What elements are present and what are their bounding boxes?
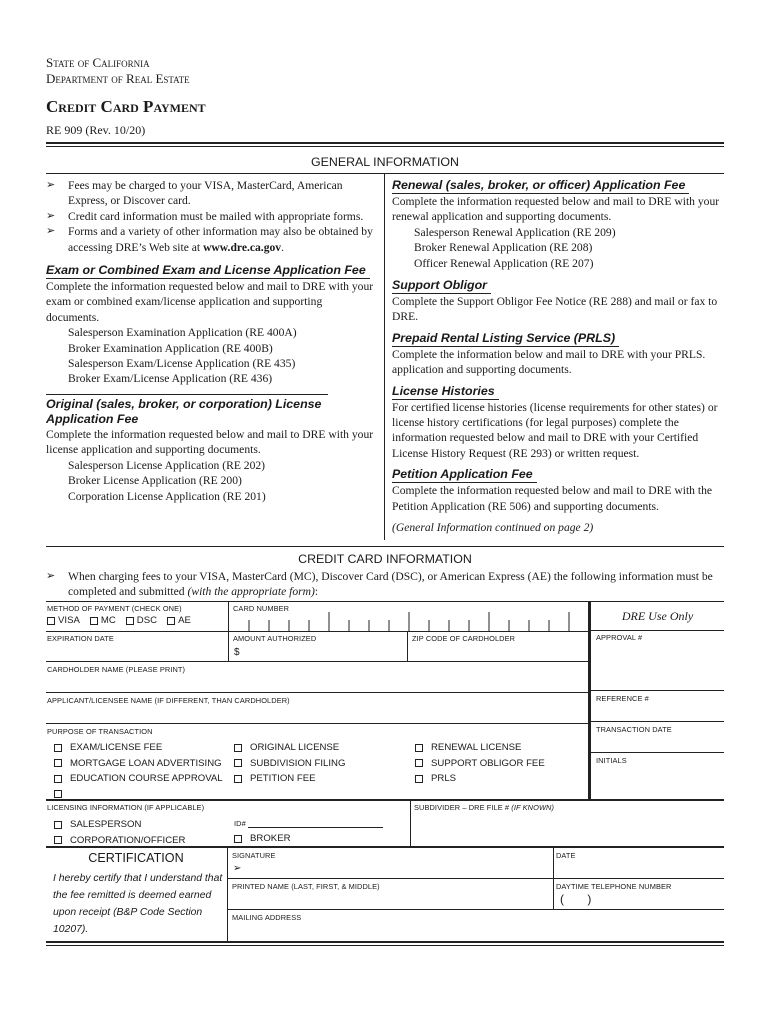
- subdivider-label-italic: (IF KNOWN): [511, 803, 555, 812]
- exam-item: Salesperson Exam/License Application (RE 435): [68, 357, 296, 371]
- header-rule-thick: [46, 142, 724, 144]
- continued-note: (General Information continued on page 2): [392, 521, 594, 535]
- purpose-subdivision[interactable]: [234, 756, 345, 772]
- id-label: ID#: [234, 819, 246, 828]
- checkbox-education[interactable]: [54, 775, 62, 783]
- reference-label: REFERENCE #: [596, 694, 649, 703]
- grid-row-8: [228, 878, 724, 879]
- renewal-item: Officer Renewal Application (RE 207): [414, 256, 594, 270]
- mailing-address-label: MAILING ADDRESS: [232, 913, 302, 922]
- purpose-original-license-label: ORIGINAL LICENSE: [250, 742, 340, 754]
- amount-symbol: $: [234, 647, 240, 658]
- purpose-petition-label: PETITION FEE: [250, 773, 316, 785]
- checkbox-mc[interactable]: [90, 617, 98, 625]
- purpose-label: PURPOSE OF TRANSACTION: [47, 727, 153, 736]
- grid-col-divider-3: [410, 801, 411, 846]
- original-fee-text: Complete the information requested below and mail to DRE with your license application and supporting documents.: [46, 427, 374, 457]
- purpose-col-3: [415, 740, 545, 787]
- checkbox-renewal[interactable]: [415, 744, 423, 752]
- licensing-broker[interactable]: [234, 833, 291, 844]
- renewal-fee-text: Complete the information requested below and mail to DRE with your renewal application and supporting documents.: [392, 195, 720, 224]
- credit-intro-italic: (with the appropriate form): [187, 585, 315, 599]
- original-item: Corporation License Application (RE 201): [68, 489, 266, 503]
- original-item: Salesperson License Application (RE 202): [68, 458, 266, 472]
- licensing-corporation-label: CORPORATION/OFFICER: [70, 834, 186, 846]
- license-histories-heading: License Histories: [392, 384, 499, 400]
- method-visa[interactable]: [47, 615, 80, 626]
- cardholder-label: CARDHOLDER NAME (PLEASE PRINT): [47, 665, 186, 674]
- checkbox-dsc[interactable]: [126, 617, 134, 625]
- bullet-mailed: ➢ Credit card information must be mailed with appropriate forms.: [46, 209, 378, 224]
- grid-row-4: [46, 692, 590, 693]
- grid-bottom-rule-thin: [46, 945, 724, 946]
- id-input-line[interactable]: [248, 818, 383, 828]
- department-name: Department of Real Estate: [46, 71, 190, 86]
- prls-text: Complete the information below and mail to DRE with your PRLS. application and supporting documents.: [392, 347, 706, 377]
- exam-item: Broker Examination Application (RE 400B): [68, 341, 273, 355]
- exam-fee-text: Complete the information requested below and mail to DRE with your exam or combined exam/license application and supporting documents.: [46, 280, 374, 324]
- checkbox-salesperson[interactable]: [54, 821, 62, 829]
- prls-heading: Prepaid Rental Listing Service (PRLS): [392, 331, 619, 347]
- transaction-date-label: TRANSACTION DATE: [596, 725, 672, 734]
- purpose-petition[interactable]: [234, 771, 345, 787]
- method-dsc[interactable]: [126, 615, 157, 626]
- exam-item: Salesperson Examination Application (RE 400A): [68, 326, 297, 340]
- grid-row-top: [46, 601, 724, 602]
- support-obligor-heading: Support Obligor: [392, 278, 491, 294]
- grid-row-5: [46, 723, 590, 724]
- form-number: RE 909 (Rev. 10/20): [46, 123, 146, 137]
- grid-col-divider-5: [553, 848, 554, 910]
- dre-row-2: [591, 690, 724, 691]
- checkbox-subdivision[interactable]: [234, 759, 242, 767]
- subdivider-label-text: SUBDIVIDER – DRE FILE #: [414, 803, 510, 812]
- checkbox-broker[interactable]: [234, 835, 242, 843]
- method-visa-label: VISA: [58, 615, 80, 626]
- petition-fee-text: Complete the information requested below and mail to DRE with the Petition Application (RE 506) and supporting documents.: [392, 484, 713, 513]
- purpose-prls-label: PRLS: [431, 773, 457, 785]
- licensing-label: LICENSING INFORMATION (IF APPLICABLE): [47, 803, 205, 812]
- support-obligor-text: Complete the Support Obligor Fee Notice (RE 288) and mail or fax to DRE.: [392, 295, 718, 324]
- method-dsc-label: DSC: [136, 615, 158, 626]
- certification-heading: CERTIFICATION: [88, 851, 184, 865]
- method-label: METHOD OF PAYMENT (CHECK ONE): [47, 604, 182, 613]
- purpose-subdivision-label: SUBDIVISION FILING: [250, 757, 346, 769]
- bullet-forms-text: Forms and a variety of other information may also be obtained by accessing DRE’s Web site at: [68, 225, 373, 254]
- phone-label: DAYTIME TELEPHONE NUMBER: [556, 882, 672, 891]
- licensing-salesperson[interactable]: [54, 817, 185, 833]
- printed-name-label: PRINTED NAME (LAST, FIRST, & MIDDLE): [232, 882, 380, 891]
- method-mc-label: MC: [100, 615, 116, 626]
- method-ae-label: AE: [178, 615, 191, 626]
- credit-top-rule: [46, 546, 724, 547]
- purpose-renewal-label: RENEWAL LICENSE: [431, 742, 522, 754]
- dre-row-1: [591, 630, 724, 631]
- general-column-divider: [384, 174, 385, 540]
- approval-label: APPROVAL #: [596, 633, 643, 642]
- exam-fee-heading: Exam or Combined Exam and License Application Fee: [46, 263, 370, 279]
- checkbox-exam-license[interactable]: [54, 744, 62, 752]
- general-right-column: [392, 178, 724, 536]
- zip-label: ZIP CODE OF CARDHOLDER: [412, 634, 516, 643]
- checkbox-other[interactable]: [54, 790, 62, 798]
- licensing-broker-label: BROKER: [250, 833, 291, 844]
- card-number-label: CARD NUMBER: [233, 604, 290, 613]
- grid-row-9: [228, 909, 724, 910]
- licensing-salesperson-label: SALESPERSON: [70, 819, 142, 831]
- checkbox-prls[interactable]: [415, 775, 423, 783]
- dre-use-only: DRE Use Only: [621, 609, 694, 623]
- renewal-item: Salesperson Renewal Application (RE 209): [414, 225, 616, 239]
- credit-info-heading: CREDIT CARD INFORMATION: [298, 552, 472, 566]
- checkbox-ae[interactable]: [167, 617, 175, 625]
- grid-bottom-rule: [46, 941, 724, 943]
- signature-field[interactable]: [260, 858, 548, 876]
- amount-label: AMOUNT AUTHORIZED: [233, 634, 317, 643]
- checkbox-support-obligor[interactable]: [415, 759, 423, 767]
- purpose-education-label: EDUCATION COURSE APPROVAL: [70, 773, 223, 785]
- credit-intro: [46, 569, 740, 600]
- date-label: DATE: [556, 851, 576, 860]
- licensing-corporation[interactable]: [54, 833, 185, 849]
- checkbox-petition[interactable]: [234, 775, 242, 783]
- card-number-dividers: [229, 612, 588, 631]
- grid-col-divider-4: [227, 848, 228, 942]
- purpose-support-obligor[interactable]: [415, 756, 545, 772]
- signature-arrow-icon: ➢: [233, 863, 242, 874]
- checkbox-mortgage[interactable]: [54, 759, 62, 767]
- purpose-exam-license-label: EXAM/LICENSE FEE: [70, 742, 163, 754]
- dre-use-divider: [588, 602, 591, 799]
- credit-intro-end: :: [314, 585, 319, 599]
- initials-label: INITIALS: [596, 756, 627, 765]
- method-options: [47, 615, 191, 626]
- certification-text: I hereby certify that I understand that the fee remitted is deemed earned upon receipt (B&P Code Section 10207).: [53, 873, 223, 935]
- purpose-col-2: [234, 740, 345, 787]
- renewal-fee-heading: Renewal (sales, broker, or officer) Application Fee: [392, 178, 689, 194]
- bullet-fees: ➢ Fees may be charged to your VISA, MasterCard, American Express, or Discover card.: [46, 178, 378, 209]
- checkbox-original-license[interactable]: [234, 744, 242, 752]
- expiration-label: EXPIRATION DATE: [47, 634, 114, 643]
- purpose-other-line[interactable]: [70, 789, 416, 800]
- header-rule-thin: [46, 146, 724, 147]
- method-ae[interactable]: [167, 615, 191, 626]
- general-info-heading: GENERAL INFORMATION: [310, 155, 459, 169]
- applicant-label: APPLICANT/LICENSEE NAME (IF DIFFERENT, THAN CARDHOLDER): [47, 696, 290, 705]
- grid-row-3: [46, 661, 590, 662]
- purpose-mortgage-label: MORTGAGE LOAN ADVERTISING: [70, 757, 222, 769]
- petition-fee-heading: Petition Application Fee: [392, 467, 537, 483]
- website-link[interactable]: www.dre.ca.gov: [203, 240, 282, 254]
- purpose-original-license[interactable]: [234, 740, 345, 756]
- dre-row-3: [591, 721, 724, 722]
- dre-row-4: [591, 752, 724, 753]
- grid-col-divider-1: [228, 602, 229, 661]
- grid-row-2: [46, 631, 590, 632]
- phone-format[interactable]: ( ): [560, 892, 592, 906]
- purpose-other[interactable]: [54, 787, 416, 803]
- purpose-prls[interactable]: [415, 771, 545, 787]
- licensing-options: [54, 817, 185, 848]
- general-heading-rule: [46, 173, 724, 174]
- subdivider-label: [414, 803, 554, 812]
- checkbox-corporation[interactable]: [54, 836, 62, 844]
- renewal-item: Broker Renewal Application (RE 208): [414, 241, 593, 255]
- checkbox-visa[interactable]: [47, 617, 55, 625]
- state-name: State of California: [46, 55, 150, 70]
- original-fee-heading: Original (sales, broker, or corporation) License Application Fee: [46, 394, 328, 427]
- id-field: [234, 818, 383, 828]
- card-number-field[interactable]: [229, 612, 588, 631]
- exam-item: Broker Exam/License Application (RE 436): [68, 372, 273, 386]
- general-left-column: [46, 178, 378, 504]
- purpose-support-obligor-label: SUPPORT OBLIGOR FEE: [431, 757, 545, 769]
- signature-label: SIGNATURE: [232, 851, 276, 860]
- license-histories-text: For certified license histories (license requirements for other states) or license history certifications (for legal purposes) complete the information requested below and mail to DRE with your Certified License History Request (RE 293) or written request.: [392, 400, 718, 460]
- grid-col-divider-2: [407, 632, 408, 661]
- form-title: Credit Card Payment: [46, 97, 206, 116]
- bullet-forms: [46, 224, 378, 255]
- original-item: Broker License Application (RE 200): [68, 474, 242, 488]
- website-period: .: [281, 240, 285, 254]
- method-mc[interactable]: [90, 615, 116, 626]
- purpose-renewal[interactable]: [415, 740, 545, 756]
- credit-intro-text: When charging fees to your VISA, MasterCard (MC), Discover Card (DSC), or American Express (AE) the following information must be completed and submitted: [68, 570, 713, 599]
